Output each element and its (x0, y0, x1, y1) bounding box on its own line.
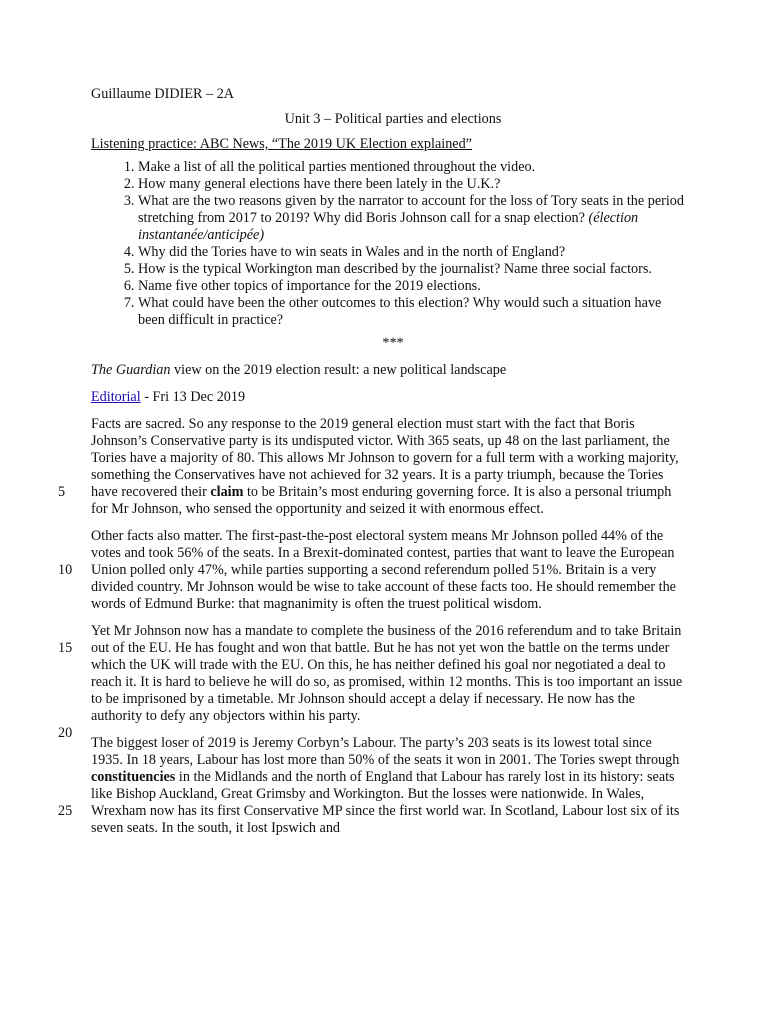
question-item: 5. How is the typical Workington man described by the journalist? Name three social factors. (138, 261, 687, 278)
question-list (91, 159, 687, 329)
document-page (58, 86, 687, 837)
question-note: (élection instantanée/anticipée) (138, 210, 639, 243)
article-paragraph-3: 15 20 Yet Mr Johnson now has a mandate to complete the business of the 2016 referendum and to take Britain out of the EU. He has fought and won that battle. But he has not yet won the battle on the terms under which the UK will trade with the EU. On this, he has neither defined his goal nor negotiated a deal to reach it. It is hard to believe he will do so, as promised, within 12 months. This is too important an issue to be imprisoned by a timetable. Mr Johnson should accept a delay if necessary. He now has the authority to defy any objectors within his party. (58, 623, 683, 741)
question-item: 4. Why did the Tories have to win seats in Wales and in the north of England? (138, 244, 687, 261)
author-line: Guillaume DIDIER – 2A (91, 86, 235, 102)
line-number: 10 (58, 562, 73, 578)
article-date: - Fri 13 Dec 2019 (144, 389, 246, 405)
bold-keyword: claim (210, 484, 244, 500)
article-paragraph-1: 5 Facts are sacred. So any response to the 2019 general election must start with the fact that Boris Johnson’s Conservative party is its undisputed victor. With 365 seats, up 48 on the last parliament, the Tories have a majority of 80. This allows Mr Johnson to govern for a full term with a working majority, something the Conservatives have not achieved for 32 years. It is a party triumph, because the Tories have recovered their claim to be Britain’s most enduring governing force. It is also a personal triumph for Mr Johnson, who sensed the opportunity and seized it with enormous effect. (58, 416, 679, 517)
line-number: 20 (58, 725, 73, 741)
editorial-link[interactable]: Editorial (91, 389, 141, 405)
question-item: 3. What are the two reasons given by the narrator to account for the loss of Tory seats in the period stretching from 2017 to 2019? Why did Boris Johnson call for a snap election? (élection instantanée/anticipée) (138, 193, 687, 244)
article-paragraph-2: 10 Other facts also matter. The first-past-the-post electoral system means Mr Johnson polled 44% of the votes and took 56% of the seats. In a Brexit-dominated contest, parties that want to leave the European Union polled only 47%, while parties supporting a second referendum polled 51%. Britain is a very divided country. Mr Johnson would be wise to take account of these facts too. He should remember the words of Edmund Burke: that magnanimity is often the truest political wisdom. (58, 528, 676, 612)
section-separator: *** (382, 335, 404, 351)
question-item: 7. What could have been the other outcomes to this election? Why would such a situation have been difficult in practice? (138, 295, 687, 329)
question-item: 1. Make a list of all the political parties mentioned throughout the video. (138, 159, 687, 176)
line-number: 5 (58, 484, 66, 500)
publication-name: The Guardian (91, 362, 171, 378)
question-item: 6. Name five other topics of importance for the 2019 elections. (138, 278, 687, 295)
bold-keyword: constituencies (91, 769, 176, 785)
line-number: 15 (58, 640, 73, 656)
article-byline (91, 389, 687, 406)
line-number: 25 (58, 803, 73, 819)
unit-title: Unit 3 – Political parties and elections (284, 111, 502, 127)
listening-practice-heading: Listening practice: ABC News, “The 2019 UK Election explained” (91, 136, 472, 152)
article-title: The Guardian view on the 2019 election result: a new political landscape (91, 362, 507, 378)
question-item: 2. How many general elections have there been lately in the U.K.? (138, 176, 687, 193)
article-paragraph-4: 25 The biggest loser of 2019 is Jeremy Corbyn’s Labour. The party’s 203 seats is its lowest total since 1935. In 18 years, Labour has lost more than 50% of the seats it won in 2001. The Tories swept through constituencies in the Midlands and the north of England that Labour has rarely lost in its history: seats like Bishop Auckland, Great Grimsby and Workington. But the losses were nationwide. In Wales, Wrexham now has its first Conservative MP since the first world war. In Scotland, Labour lost six of its seven seats. In the south, it lost Ipswich and (58, 735, 680, 836)
